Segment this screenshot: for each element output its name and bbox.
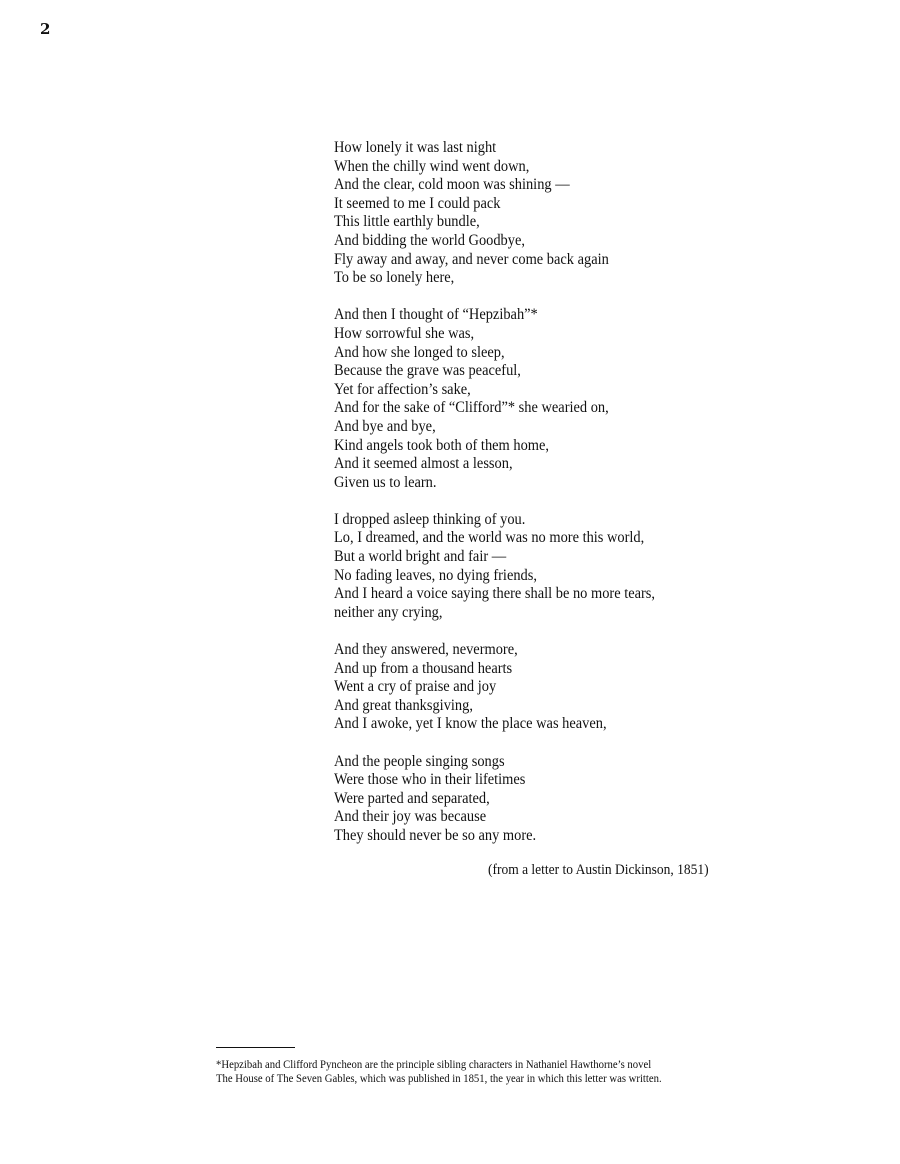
poem-line: Given us to learn.	[334, 473, 437, 491]
footnote-line: *Hepzibah and Clifford Pyncheon are the principle sibling characters in Nathaniel Hawthorne’s novel	[216, 1059, 652, 1071]
stanza	[334, 511, 743, 623]
poem-line: Yet for affection’s sake,	[334, 380, 471, 398]
stanza	[334, 753, 743, 846]
poem-line: It seemed to me I could pack	[334, 194, 501, 212]
poem-line: Went a cry of praise and joy	[334, 678, 497, 696]
poem-line: When the chilly wind went down,	[334, 157, 530, 175]
poem-line: And for the sake of “Clifford”* she wearied on,	[334, 399, 609, 417]
stanza	[334, 306, 743, 492]
poem-line: Kind angels took both of them home,	[334, 436, 550, 454]
poem-line: And great thanksgiving,	[334, 696, 473, 714]
poem-line: And they answered, nevermore,	[334, 641, 518, 659]
poem-line: Fly away and away, and never come back again	[334, 250, 609, 268]
poem-line: Lo, I dreamed, and the world was no more this world,	[334, 529, 645, 547]
poem-line: I dropped asleep thinking of you.	[334, 510, 526, 528]
poem-line: They should never be so any more.	[334, 826, 537, 844]
poem-line: And I awoke, yet I know the place was heaven,	[334, 715, 607, 733]
poem-line: Were parted and separated,	[334, 789, 490, 807]
poem-line: And bidding the world Goodbye,	[334, 231, 525, 249]
stanza	[334, 641, 743, 734]
poem-line: How sorrowful she was,	[334, 324, 475, 342]
poem-line: No fading leaves, no dying friends,	[334, 566, 537, 584]
poem-line: And then I thought of “Hepzibah”*	[334, 306, 538, 324]
poem-line: neither any crying,	[334, 603, 443, 621]
poem-line: And it seemed almost a lesson,	[334, 455, 513, 473]
footnote-line: The House of The Seven Gables, which was published in 1851, the year in which this letter was written.	[216, 1072, 662, 1085]
poem-line: And bye and bye,	[334, 417, 436, 435]
poem-line: And how she longed to sleep,	[334, 343, 505, 361]
poem-line: To be so lonely here,	[334, 269, 455, 287]
poem-line: Were those who in their lifetimes	[334, 771, 526, 789]
poem-source: (from a letter to Austin Dickinson, 1851)	[488, 862, 709, 878]
footnote-divider	[216, 1047, 295, 1048]
poem-line: And their joy was because	[334, 808, 487, 826]
page-number: 2	[40, 20, 51, 38]
footnote	[216, 1059, 662, 1086]
poem-line: And I heard a voice saying there shall be no more tears,	[334, 585, 656, 603]
poem-line: Because the grave was peaceful,	[334, 362, 521, 380]
poem-line: But a world bright and fair —	[334, 548, 507, 566]
poem-line: And the people singing songs	[334, 752, 505, 770]
poem-line: And the clear, cold moon was shining —	[334, 176, 570, 194]
poem-line: And up from a thousand hearts	[334, 659, 513, 677]
poem-line: How lonely it was last night	[334, 139, 497, 156]
poem	[334, 139, 743, 864]
stanza	[334, 139, 743, 288]
poem-line: This little earthly bundle,	[334, 213, 480, 231]
